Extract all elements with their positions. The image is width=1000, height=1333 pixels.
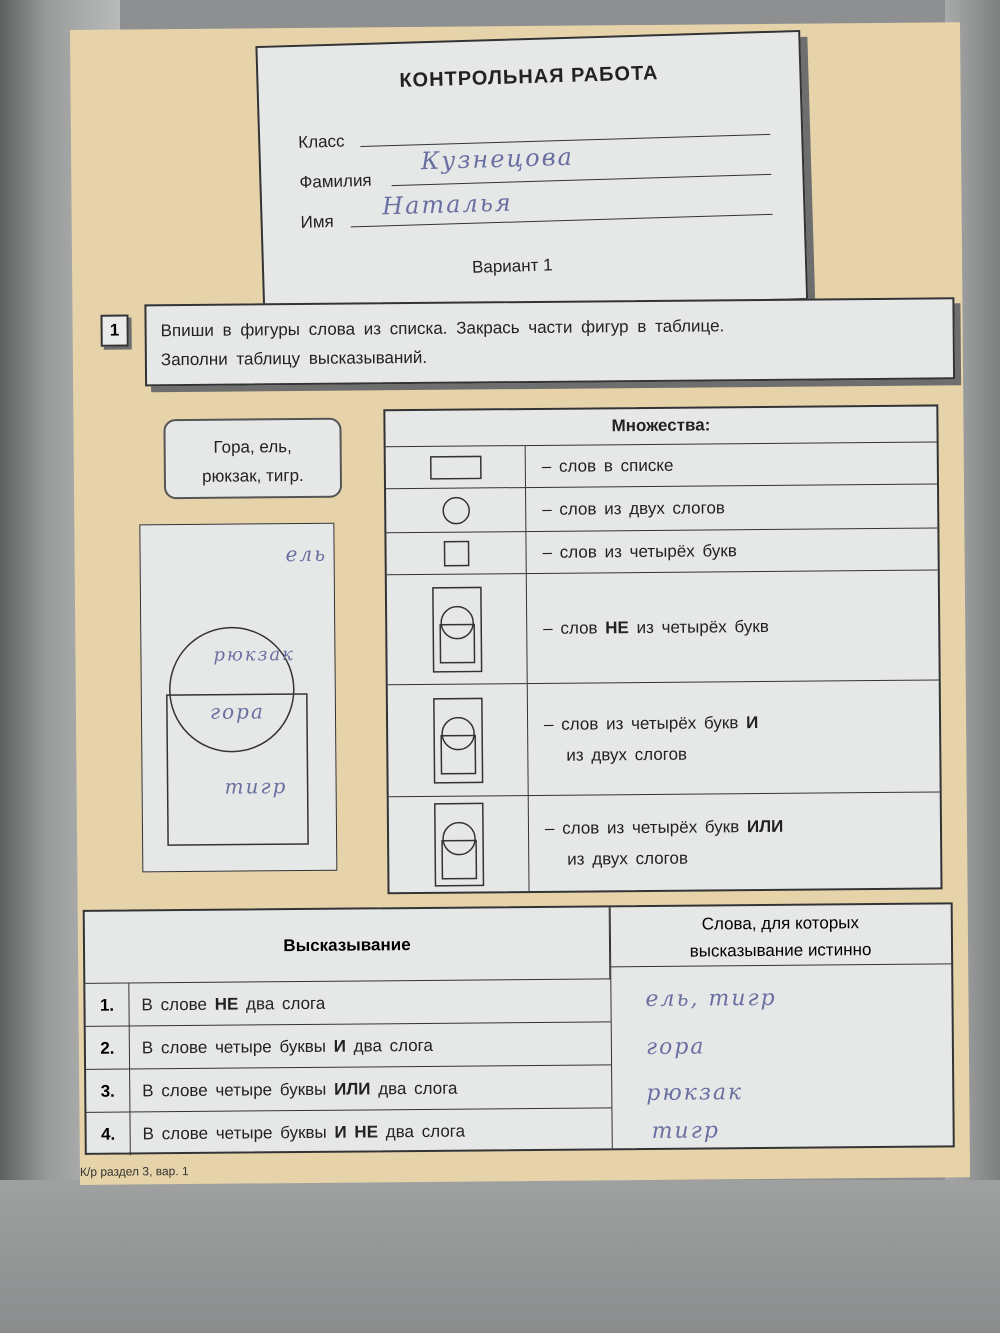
surname-line (392, 173, 772, 186)
name-label: Имя (300, 211, 335, 232)
circle-icon (386, 488, 526, 532)
task-line-1: Впиши в фигуры слова из списка. Закрась части фигур в таблице. (160, 316, 725, 341)
task-line-2: Заполни таблицу высказываний. (160, 347, 428, 370)
task-number: 1 (100, 315, 128, 347)
sets-row-text: – слов в списке (541, 455, 674, 476)
word-list-line-1: Гора, ель, (213, 437, 292, 457)
page-title: КОНТРОЛЬНАЯ РАБОТА (399, 62, 659, 92)
euler-diagram (139, 523, 337, 873)
venn-icon (389, 796, 530, 892)
statement-row: 2. В слове четыре буквы И два слога (86, 1022, 611, 1070)
statements-table (83, 902, 955, 1155)
sets-row (387, 570, 939, 685)
answer-1-handwritten: ель, тигр (645, 985, 777, 1013)
sets-table (383, 404, 942, 894)
name-handwritten: Наталья (381, 188, 514, 221)
sets-row (386, 442, 937, 489)
statement-row: 4. В слове четыре буквы И НЕ два слога (86, 1108, 611, 1156)
surname-label: Фамилия (299, 170, 372, 192)
sets-row-text: – слов из четырёх букв (542, 541, 737, 562)
statement-row: 1. В слове НЕ два слога (85, 979, 610, 1027)
task-instructions (144, 297, 955, 386)
diagram-word-intersection: гора (209, 699, 265, 724)
sets-row (388, 680, 940, 797)
diagram-word-square: тигр (224, 774, 288, 799)
rectangle-icon (386, 446, 526, 488)
header-card (255, 30, 808, 316)
statements-heading: Высказывание (85, 907, 611, 984)
answer-2-handwritten: гора (645, 1034, 706, 1061)
word-list-card (163, 418, 342, 500)
sets-row (386, 484, 937, 533)
sets-row-text: – слов из двух слогов (542, 498, 725, 519)
sets-row-text: – слов НЕ из четырёх букв (543, 616, 769, 638)
diagram-word-outside: ель (285, 541, 328, 567)
word-list-line-2: рюкзак, тигр. (201, 465, 304, 486)
diagram-word-circle: рюкзак (213, 644, 295, 666)
sets-row-text: – слов из четырёх букв ИЛИ из двух слогов (544, 816, 784, 869)
variant-label: Вариант 1 (471, 255, 553, 277)
class-label: Класс (297, 131, 345, 152)
square-icon (386, 532, 526, 574)
worksheet-page (70, 22, 970, 1185)
sets-row (389, 792, 941, 892)
statement-row: 3. В слове четыре буквы ИЛИ два слога (86, 1065, 611, 1113)
sets-row (386, 528, 937, 575)
page-footer: К/р раздел 3, вар. 1 (79, 1164, 189, 1179)
sets-row-text: – слов из четырёх букв И из двух слогов (543, 712, 759, 765)
book-bottom-page (0, 1180, 1000, 1333)
venn-icon (388, 684, 529, 796)
venn-icon (387, 574, 528, 684)
surname-handwritten: Кузнецова (420, 142, 575, 176)
answer-3-handwritten: рюкзак (646, 1080, 744, 1107)
answer-4-handwritten: тигр (651, 1118, 720, 1144)
sets-heading: Множества: (385, 406, 936, 447)
answers-heading: Слова, для которых высказывание истинно (610, 904, 952, 967)
